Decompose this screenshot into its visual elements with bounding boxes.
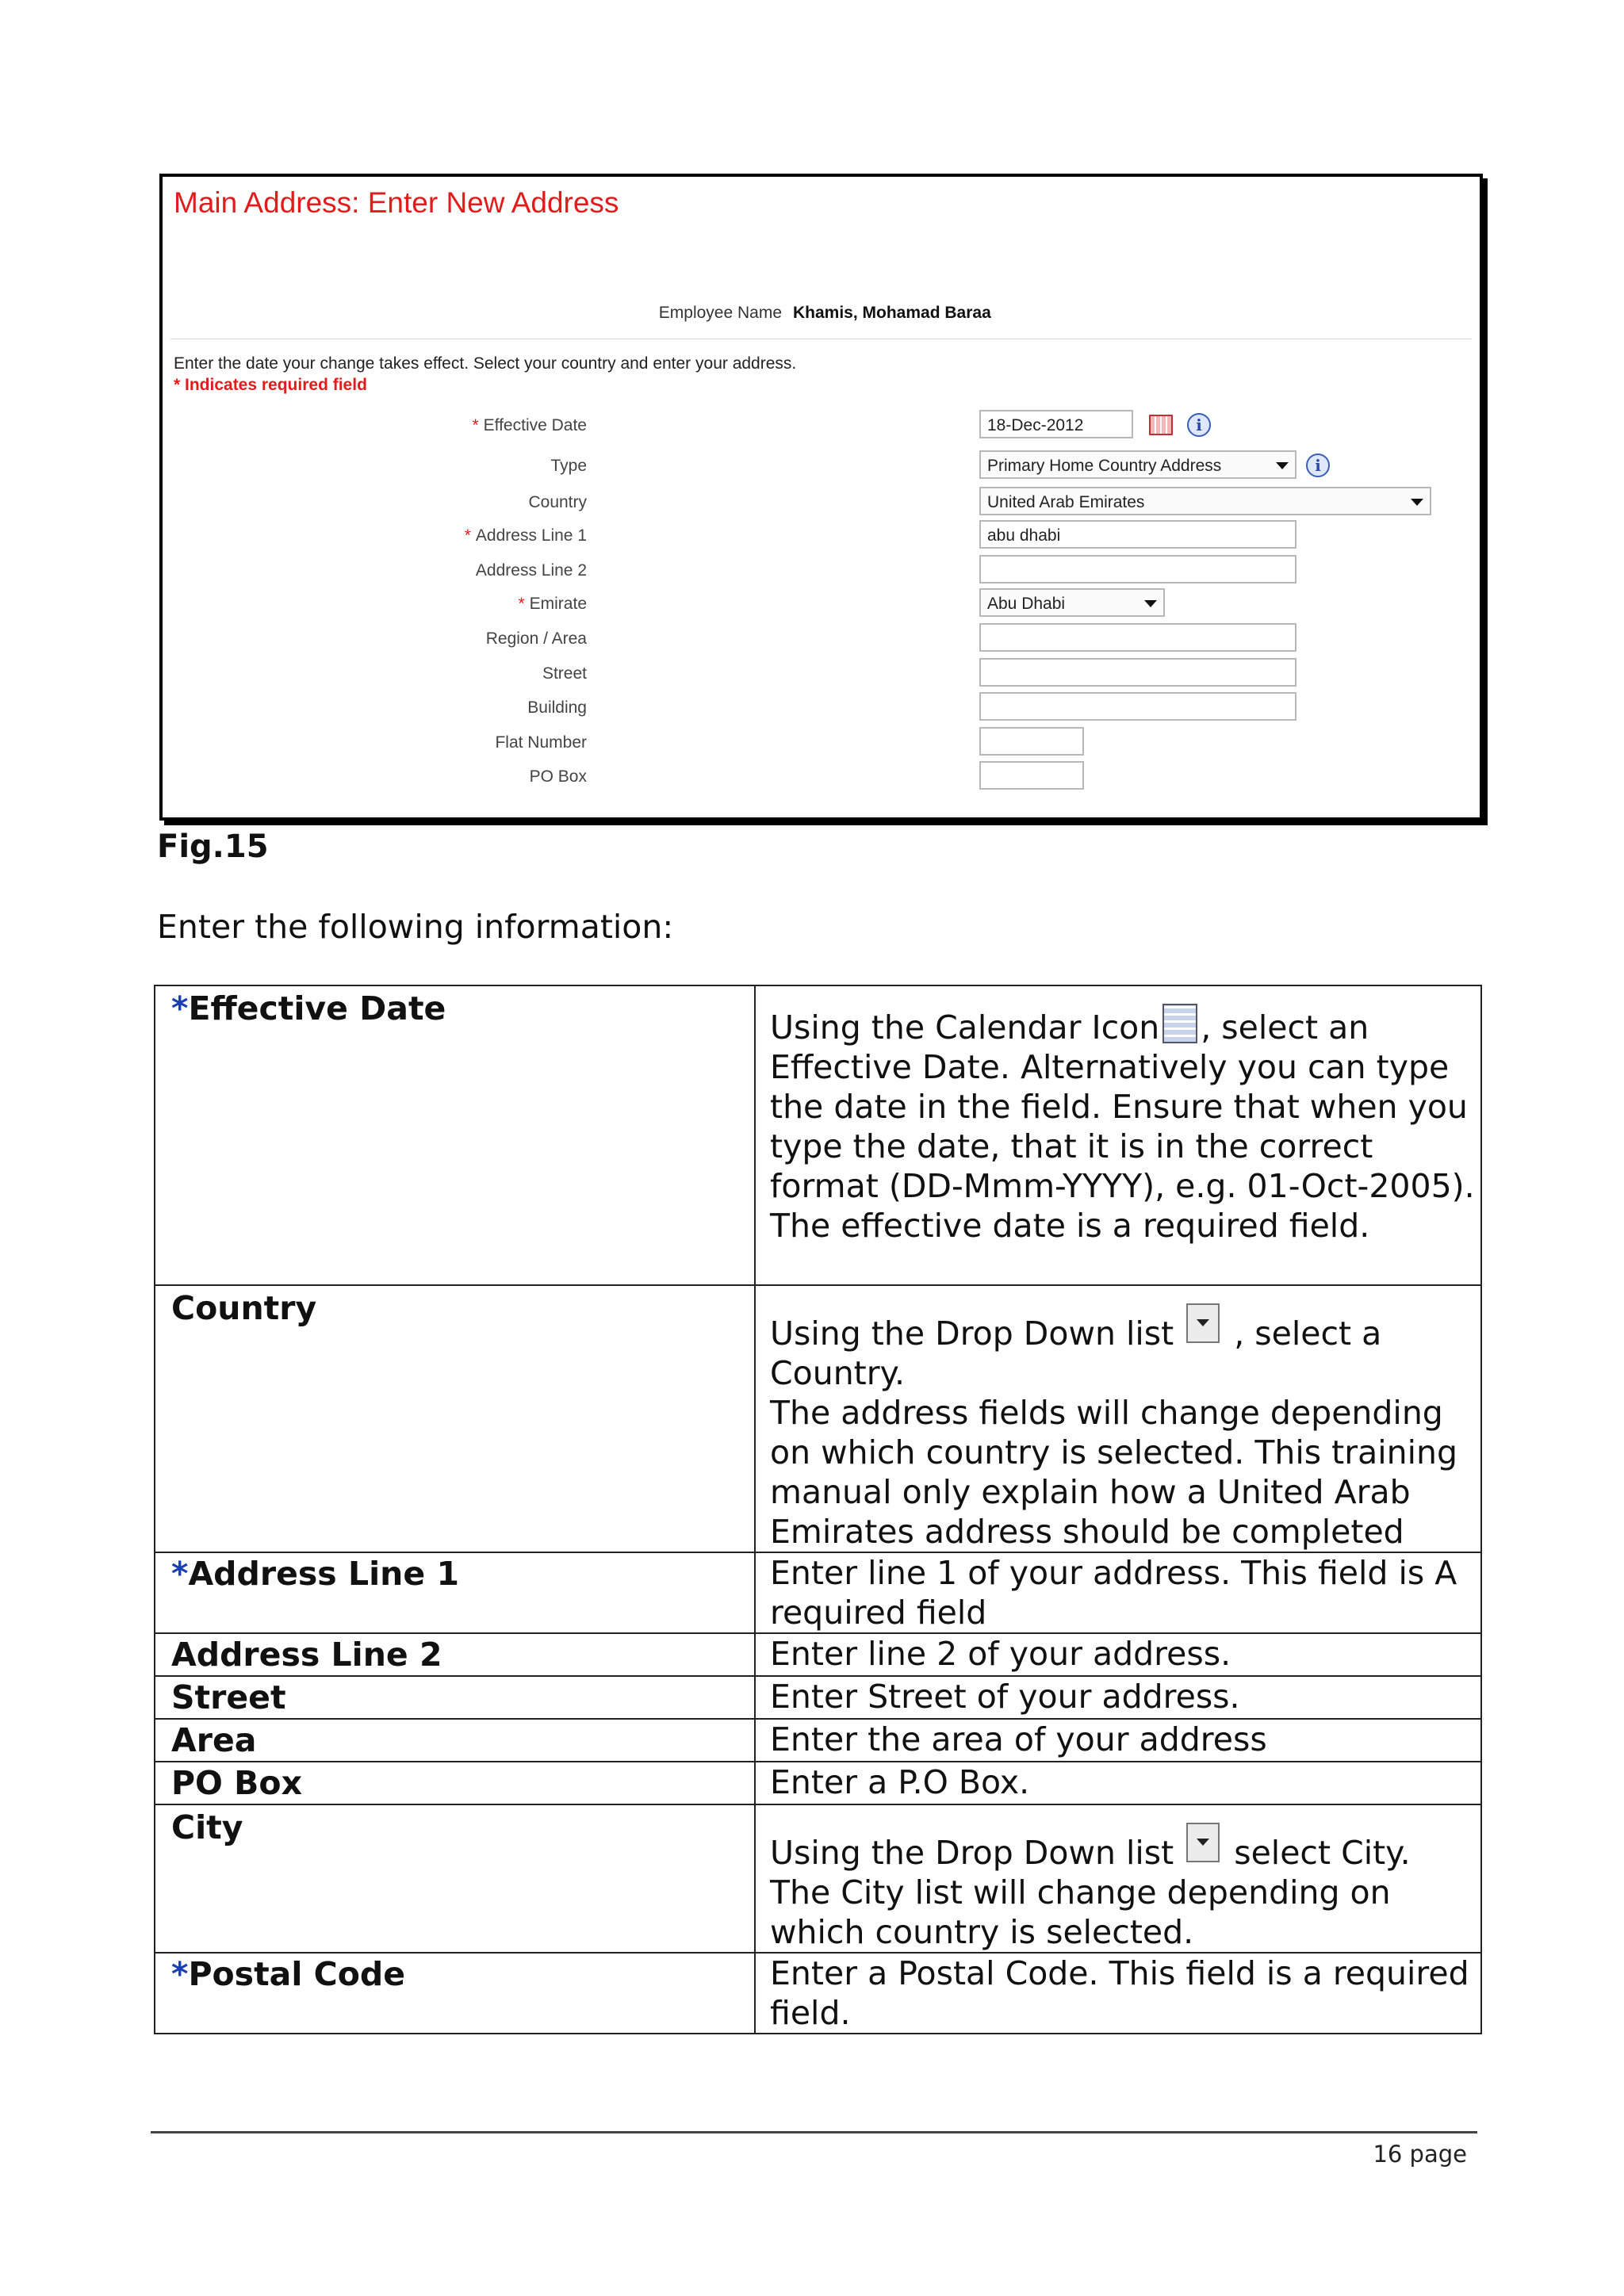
building-row [163,692,1480,724]
row-description: Enter a Postal Code. This field is a required field. [755,1953,1481,2034]
po-box-input[interactable] [979,761,1084,790]
row-label: City [155,1804,755,1953]
emirate-label: * Emirate [518,595,587,613]
row-label: *Address Line 1 [155,1552,755,1633]
region-area-input[interactable] [979,623,1297,652]
row-label: Area [155,1719,755,1762]
calendar-icon [1162,1004,1197,1043]
footer-rule [151,2131,1477,2133]
chevron-down-icon [1276,462,1289,469]
chevron-down-icon [1411,499,1423,506]
po-box-label: PO Box [529,767,587,786]
country-row [163,487,1480,519]
address-line-2-label: Address Line 2 [475,561,587,580]
region-area-label: Region / Area [485,629,587,648]
page-number: 16 page [1373,2141,1467,2168]
row-description: Using the Calendar Icon , select an Effective Date. Alternatively you can type the date in the field. Ensure that when you type the date, that it is in the correct format (DD-Mmm-YYYY), e.g. 01-Oct-2005). The effective date is a required field. [755,985,1481,1285]
figure-caption: Fig.15 [157,828,269,865]
row-description: Using the Drop Down list select City. The City list will change depending on which country is selected. [755,1804,1481,1953]
info-icon[interactable]: i [1187,413,1211,437]
row-description: Enter line 2 of your address. [755,1633,1481,1676]
emirate-row [163,588,1480,620]
table-row [155,985,1481,1285]
address-line-1-label: * Address Line 1 [464,526,587,545]
row-label: *Effective Date [155,985,755,1285]
row-description: Using the Drop Down list , select a Country. The address fields will change depending on which country is selected. This training manual only explain how a United Arab Emirates address should be completed [755,1285,1481,1552]
table-row [155,1633,1481,1676]
table-row [155,1552,1481,1633]
intro-text: Enter the following information: [157,908,674,946]
form-title: Main Address: Enter New Address [174,186,619,219]
building-label: Building [527,698,587,717]
address-line-2-row [163,555,1480,587]
table-row [155,1285,1481,1552]
po-box-row [163,761,1480,793]
flat-number-row [163,727,1480,759]
row-description: Enter a P.O Box. [755,1762,1481,1804]
row-label: PO Box [155,1762,755,1804]
country-select[interactable]: United Arab Emirates [979,487,1431,515]
row-label: Address Line 2 [155,1633,755,1676]
row-description: Enter line 1 of your address. This field is A required field [755,1552,1481,1633]
form-instruction: Enter the date your change takes effect. Select your country and enter your address. [174,354,797,373]
flat-number-label: Flat Number [495,733,587,752]
table-row [155,1762,1481,1804]
row-label: Street [155,1676,755,1719]
effective-date-input[interactable]: 18-Dec-2012 [979,410,1133,438]
address-line-2-input[interactable] [979,555,1297,584]
flat-number-input[interactable] [979,727,1084,756]
street-input[interactable] [979,658,1297,687]
street-row [163,658,1480,690]
address-line-1-row [163,520,1480,552]
row-label: Country [155,1285,755,1552]
row-description: Enter the area of your address [755,1719,1481,1762]
calendar-icon[interactable] [1149,415,1173,435]
field-description-table [154,985,1482,2034]
row-label: *Postal Code [155,1953,755,2034]
table-row [155,1804,1481,1953]
row-description: Enter Street of your address. [755,1676,1481,1719]
emirate-select[interactable]: Abu Dhabi [979,588,1165,617]
chevron-down-icon [1144,600,1157,607]
employee-name-value: Khamis, Mohamad Baraa [793,304,991,322]
address-form-screenshot [159,174,1483,821]
street-label: Street [542,664,587,683]
required-field-note: * Indicates required field [174,376,367,394]
table-row [155,1953,1481,2034]
info-icon[interactable]: i [1306,453,1330,477]
table-row [155,1719,1481,1762]
effective-date-label: * Effective Date [472,416,587,434]
type-select[interactable]: Primary Home Country Address [979,450,1297,479]
effective-date-row [163,410,1480,442]
dropdown-icon [1186,1303,1220,1343]
dropdown-icon [1186,1823,1220,1862]
building-input[interactable] [979,692,1297,721]
employee-name-label: Employee Name [658,304,782,322]
country-label: Country [528,493,587,511]
table-row [155,1676,1481,1719]
address-line-1-input[interactable]: abu dhabi [979,520,1297,549]
type-label: Type [550,457,587,475]
type-row [163,450,1480,482]
employee-row [163,304,1480,327]
region-area-row [163,623,1480,655]
